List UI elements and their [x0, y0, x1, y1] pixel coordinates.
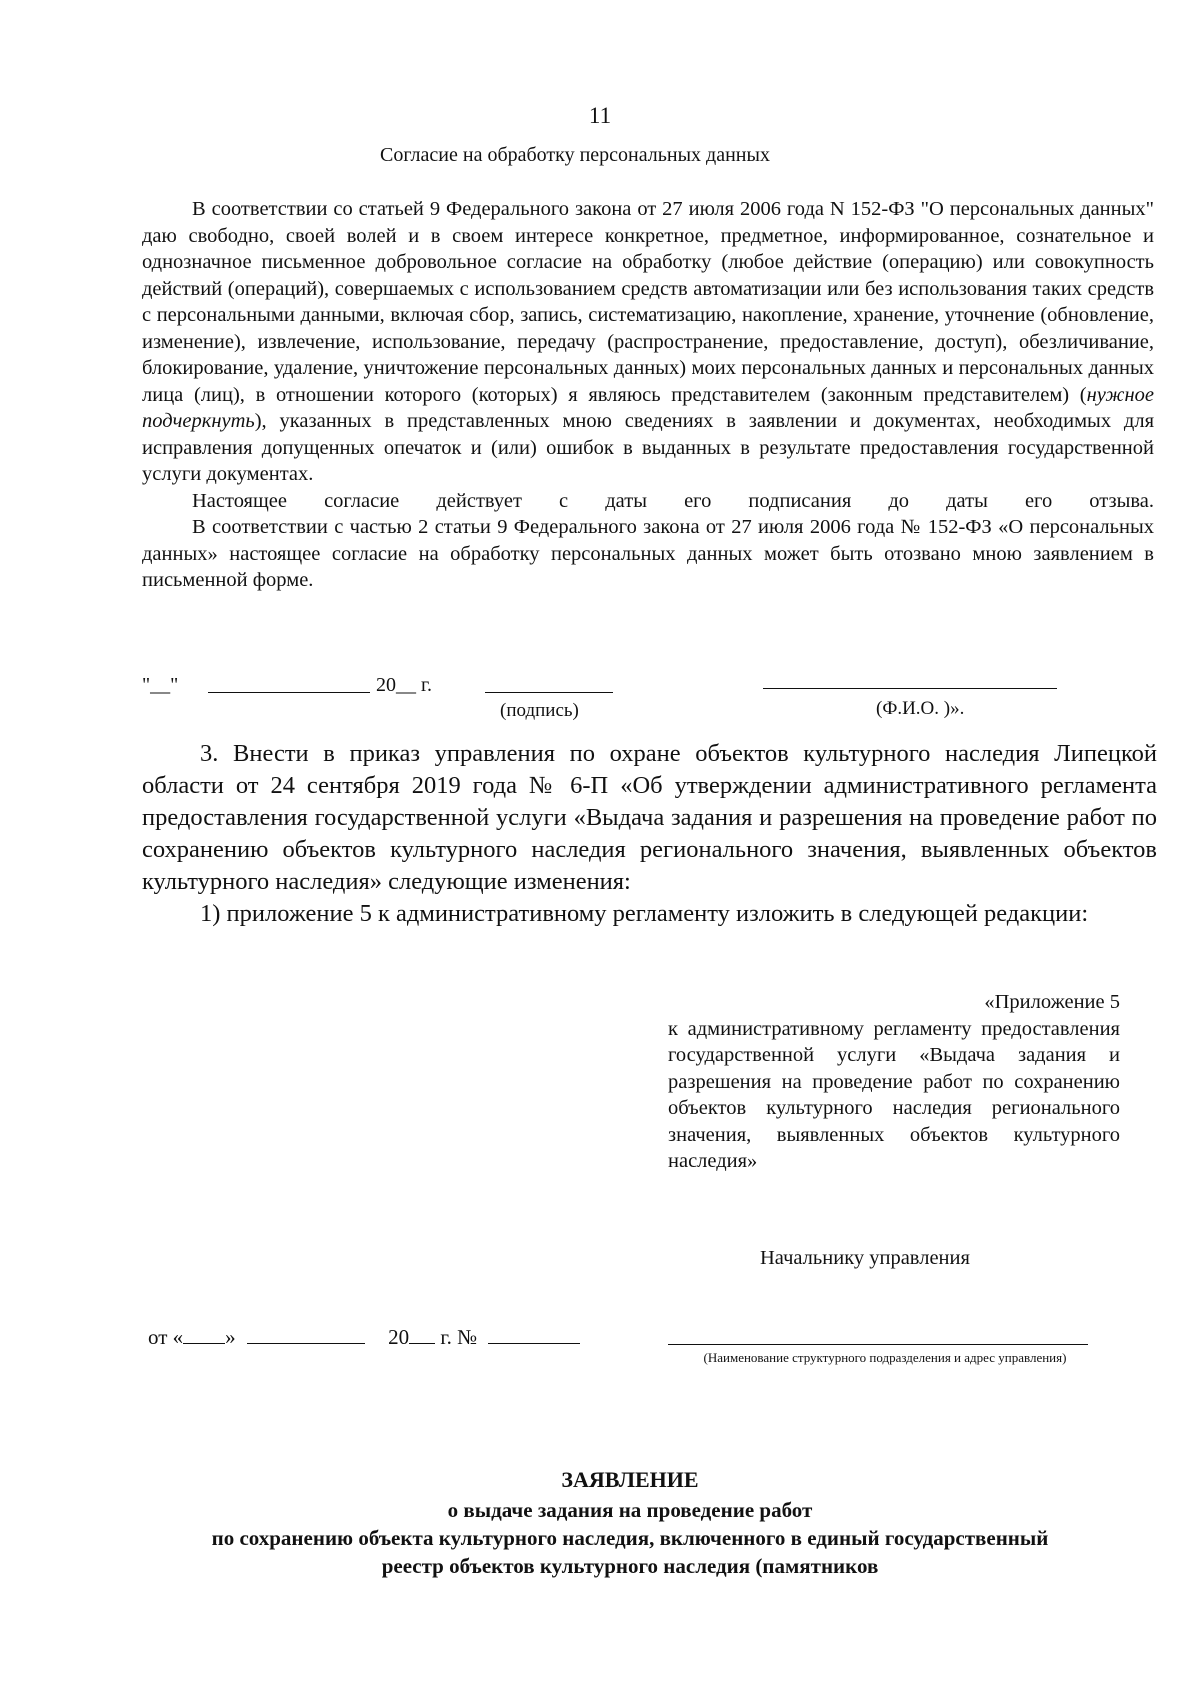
- org-caption: (Наименование структурного подразделения и адрес управления): [703, 1350, 1067, 1365]
- consent-italic-note: нужное подчеркнуть: [142, 383, 1154, 432]
- consent-date-month-line: [208, 692, 370, 693]
- from-year-blank: [409, 1325, 435, 1344]
- item3-text: [142, 738, 1157, 930]
- consent-text: [142, 196, 1154, 594]
- statement-title: ЗАЯВЛЕНИЕ: [561, 1467, 699, 1492]
- signature-line: [485, 692, 613, 693]
- statement-line-2: по сохранению объекта культурного наследия, включенного в единый государственный: [211, 1526, 1049, 1550]
- statement-line-1: о выдаче задания на проведение работ: [447, 1498, 813, 1522]
- appendix-ref-body: к административному регламенту предоставления государственной услуги «Выдача задания и разрешения на проведение работ по сохранению объектов культурного наследия регионального значения, выявленных объектов культурного наследия»: [668, 1017, 1120, 1172]
- addressee: Начальнику управления: [760, 1247, 970, 1269]
- statement-line-3: реестр объектов культурного наследия (памятников: [381, 1554, 879, 1578]
- fio-label: (Ф.И.О. )».: [876, 698, 965, 719]
- from-month-blank: [247, 1325, 365, 1344]
- from-prefix: от «: [148, 1325, 184, 1349]
- page-number: 11: [588, 103, 612, 128]
- from-year-suffix: г. №: [440, 1325, 478, 1349]
- consent-paragraph-3: В соответствии с частью 2 статьи 9 Федерального закона от 27 июля 2006 года № 152-ФЗ «О персональных данных» настоящее согласие на обработку персональных данных может быть отозвано мною заявлением в письменной форме.: [142, 516, 1154, 591]
- fio-line: [763, 688, 1057, 689]
- appendix-ref-title: «Приложение 5: [984, 991, 1120, 1013]
- signature-label: (подпись): [500, 700, 579, 721]
- item3-paragraph-1: 3. Внести в приказ управления по охране объектов культурного наследия Липецкой области от 24 сентября 2019 года № 6-П «Об утверждении административного регламента предоставления государственной услуги «Выдача задания и разрешения на проведение работ по сохранению объектов культурного наследия регионального значения, выявленных объектов культурного наследия» следующие изменения:: [142, 740, 1157, 895]
- consent-date-quote: "__": [142, 674, 179, 696]
- consent-paragraph-2: Настоящее согласие действует с даты его подписания до даты его отзыва.: [192, 489, 1154, 512]
- consent-paragraph-1: В соответствии со статьей 9 Федерального закона от 27 июля 2006 года N 152-ФЗ "О персональных данных" даю свободно, своей волей и в своем интересе конкретное, предметное, информированное, сознательное и однозначное письменное добровольное согласие на обработку (любое действие (операцию) или совокупность действий (операций), совершаемых с использованием средств автоматизации или без использования таких средств с персональными данными, включая сбор, запись, систематизацию, накопление, хранение, уточнение (обновление, изменение), извлечение, использование, передачу (распространение, предоставление, доступ), обезличивание, блокирование, удаление, уничтожение персональных данных) моих персональных данных и персональных данных лица (лиц), в отношении которого (которых) я являюсь представителем (законным представителем) (нужное подчеркнуть), указанных в представленных мною сведениях в заявлении и документах, необходимых для исправления допущенных опечаток и (или) ошибок в выданных в результате предоставления государственной услуги документах.: [142, 198, 1154, 485]
- from-year: 20: [388, 1325, 410, 1349]
- from-day-blank: [183, 1325, 225, 1344]
- org-line: [668, 1344, 1088, 1345]
- from-quote-close: »: [225, 1325, 236, 1349]
- consent-title: Согласие на обработку персональных данных: [380, 144, 770, 166]
- consent-date-year: 20__ г.: [376, 674, 432, 696]
- from-line: [148, 1325, 580, 1350]
- appendix-reference: [668, 989, 1120, 1175]
- from-number-blank: [488, 1325, 580, 1344]
- item3-paragraph-2: 1) приложение 5 к административному регламенту изложить в следующей редакции:: [200, 900, 1089, 927]
